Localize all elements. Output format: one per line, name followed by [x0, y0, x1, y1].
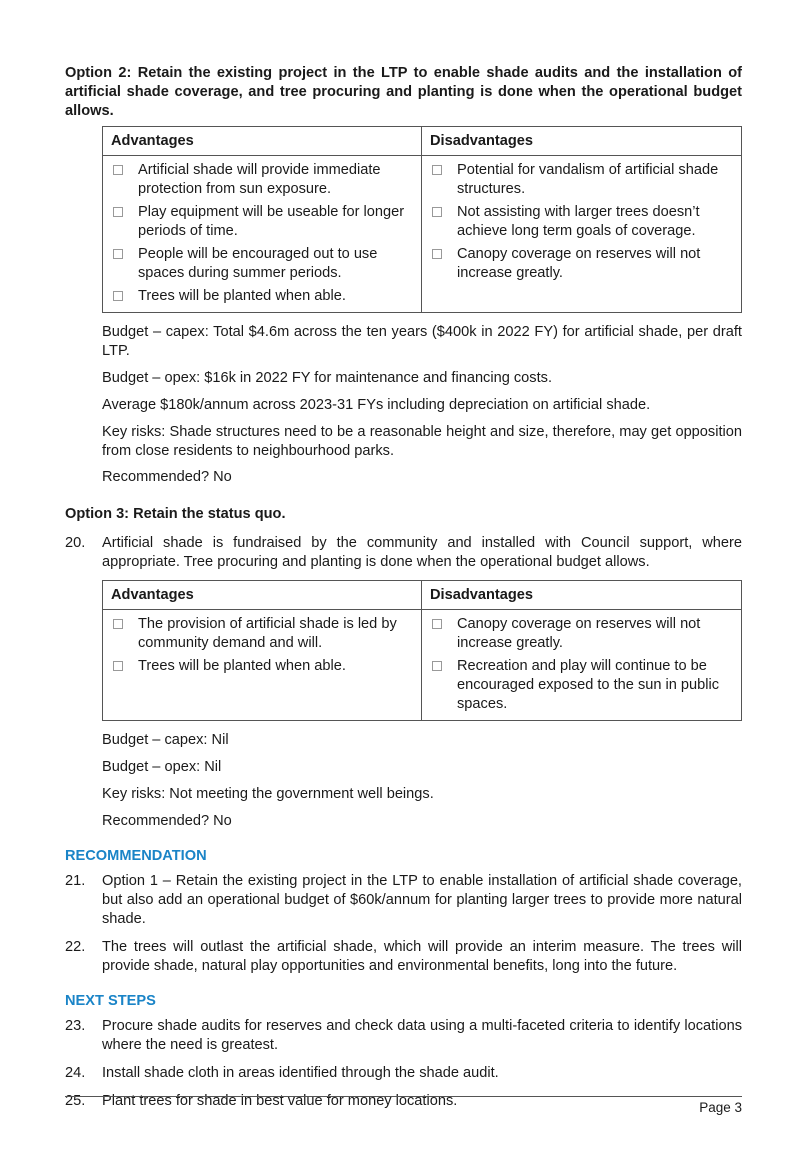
- checkbox-bullet-icon: [432, 207, 442, 217]
- option3-disadvantages-header: Disadvantages: [422, 581, 742, 610]
- checkbox-bullet-icon: [113, 249, 123, 259]
- paragraph-number: 22.: [65, 938, 86, 955]
- recommendation-title: RECOMMENDATION: [65, 848, 207, 865]
- option3-advantages-cell: [103, 610, 422, 721]
- option3-budget-opex: Budget – opex: Nil: [102, 759, 222, 776]
- paragraph-text: Artificial shade is fundraised by the community and installed with Council support, where appropriate. Tree procuring and planting is done when the operational budget allows.: [102, 535, 742, 571]
- document-page: [65, 64, 742, 1111]
- option3-advantages-header: Advantages: [103, 581, 422, 610]
- list-item: Canopy coverage on reserves will not increase greatly.: [430, 615, 733, 653]
- paragraph-number: 21.: [65, 873, 86, 889]
- option2-budget-opex: Budget – opex: $16k in 2022 FY for maintenance and financing costs.: [102, 369, 553, 386]
- numbered-paragraph: [65, 1064, 742, 1083]
- option2-budget-capex: Budget – capex: Total $4.6m across the ten years ($400k in 2022 FY) for artificial shade, per draft LTP.: [102, 323, 742, 359]
- checkbox-bullet-icon: [432, 249, 442, 259]
- paragraph-text: Install shade cloth in areas identified through the shade audit.: [102, 1064, 499, 1081]
- option3-budget-capex: Budget – capex: Nil: [102, 732, 229, 749]
- paragraph-number: 25.: [65, 1092, 86, 1109]
- checkbox-bullet-icon: [113, 207, 123, 217]
- checkbox-bullet-icon: [432, 619, 442, 629]
- list-item: Canopy coverage on reserves will not increase greatly.: [430, 245, 733, 283]
- numbered-paragraph: [65, 534, 742, 572]
- option3-recommended: Recommended? No: [102, 813, 232, 830]
- paragraph-text: Procure shade audits for reserves and check data using a multi-faceted criteria to identify locations where the need is greatest.: [102, 1017, 742, 1053]
- checkbox-bullet-icon: [113, 165, 123, 175]
- numbered-paragraph: [65, 938, 742, 976]
- option2-advantages-cell: [103, 155, 422, 312]
- numbered-paragraph: [65, 872, 742, 929]
- footer-divider: [65, 1096, 742, 1097]
- page-number: Page 3: [699, 1100, 742, 1115]
- list-item: Artificial shade will provide immediate protection from sun exposure.: [111, 161, 413, 199]
- option2-advantages-header: Advantages: [103, 126, 422, 155]
- option2-table: [102, 126, 742, 313]
- option3-disadvantages-cell: [422, 610, 742, 721]
- option3-heading: Option 3: Retain the status quo.: [65, 506, 286, 523]
- list-item: Trees will be planted when able.: [111, 287, 413, 306]
- checkbox-bullet-icon: [113, 619, 123, 629]
- option2-heading: Option 2: Retain the existing project in the LTP to enable shade audits and the installation of artificial shade coverage, and tree procuring and planting is done when the operational budget allows.: [65, 65, 742, 119]
- next-steps-title: NEXT STEPS: [65, 992, 156, 1009]
- paragraph-text: Option 1 – Retain the existing project in the LTP to enable installation of artificial shade coverage, but also add an operational budget of $60k/annum for planting larger trees to provide more natural shade.: [102, 873, 742, 927]
- paragraph-number: 20.: [65, 535, 86, 552]
- list-item: Recreation and play will continue to be encouraged exposed to the sun in public spaces.: [430, 657, 733, 714]
- list-item: Potential for vandalism of artificial shade structures.: [430, 161, 733, 199]
- list-item: People will be encouraged out to use spaces during summer periods.: [111, 245, 413, 283]
- checkbox-bullet-icon: [432, 661, 442, 671]
- list-item: Not assisting with larger trees doesn’t achieve long term goals of coverage.: [430, 203, 733, 241]
- numbered-paragraph: [65, 1092, 742, 1111]
- option2-average: Average $180k/annum across 2023-31 FYs including depreciation on artificial shade.: [102, 396, 651, 413]
- numbered-paragraph: [65, 1017, 742, 1055]
- option3-table: [102, 580, 742, 721]
- list-item: Trees will be planted when able.: [111, 657, 413, 676]
- option2-key-risks: Key risks: Shade structures need to be a reasonable height and size, therefore, may get opposition from close residents to neighbourhood parks.: [102, 423, 742, 459]
- checkbox-bullet-icon: [113, 661, 123, 671]
- option2-disadvantages-header: Disadvantages: [422, 126, 742, 155]
- paragraph-text: The trees will outlast the artificial shade, which will provide an interim measure. The trees will provide shade, natural play opportunities and environmental benefits, long into the future.: [102, 938, 742, 974]
- option2-recommended: Recommended? No: [102, 469, 232, 486]
- paragraph-number: 24.: [65, 1064, 86, 1081]
- list-item: The provision of artificial shade is led by community demand and will.: [111, 615, 413, 653]
- option3-key-risks: Key risks: Not meeting the government well beings.: [102, 786, 434, 803]
- list-item: Play equipment will be useable for longer periods of time.: [111, 203, 413, 241]
- checkbox-bullet-icon: [113, 291, 123, 301]
- checkbox-bullet-icon: [432, 165, 442, 175]
- paragraph-text: Plant trees for shade in best value for money locations.: [102, 1092, 458, 1109]
- paragraph-number: 23.: [65, 1017, 86, 1034]
- option2-disadvantages-cell: [422, 155, 742, 312]
